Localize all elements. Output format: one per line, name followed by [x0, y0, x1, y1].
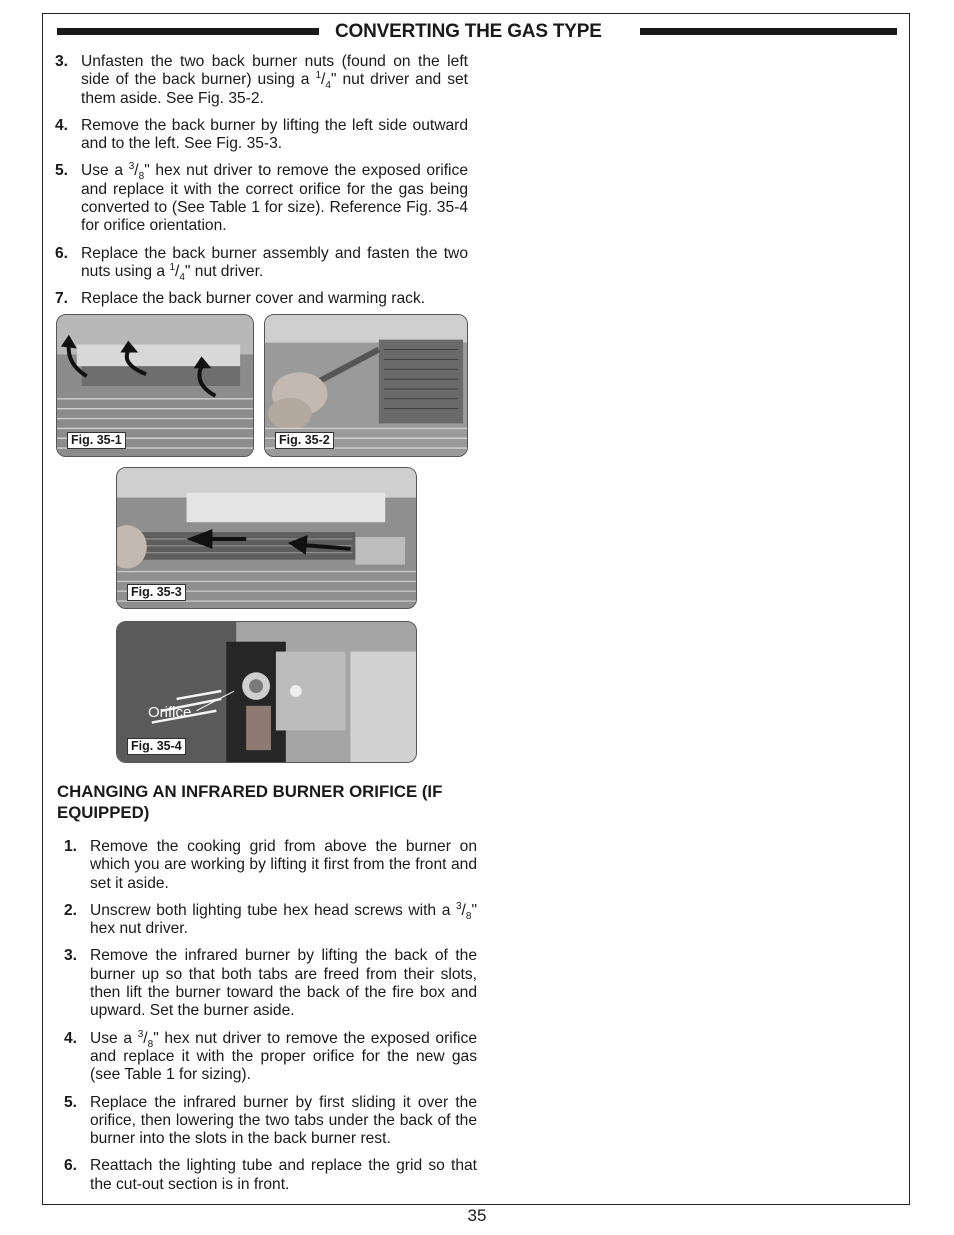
figure-35-3 [116, 467, 417, 609]
fraction-denominator: 8 [147, 1038, 154, 1050]
step-item [55, 117, 468, 154]
step-text: Replace the back burner assembly and fasten the two nuts using a [81, 244, 468, 280]
step-number: 6. [55, 244, 69, 262]
header-rule-right [640, 28, 897, 35]
steps-list-infrared [64, 838, 477, 1203]
step-text-cont: " nut driver. [184, 262, 264, 280]
step-item [55, 290, 468, 308]
step-item: 6. Replace the back burner assembly and fasten the two nuts using a $^1/_4$" nut driver. [55, 244, 468, 284]
step-text-cont: " hex nut driver. [90, 901, 477, 938]
steps-list-top [55, 53, 468, 318]
figure-35-4 [116, 621, 417, 763]
step-number: 4. [64, 1029, 78, 1047]
step-text: Use a [90, 1029, 138, 1047]
figure-35-4-caption: Fig. 35-4 [127, 738, 186, 755]
step-number: 6. [64, 1157, 78, 1175]
fraction-denominator: 4 [325, 80, 331, 92]
figure-35-1-caption: Fig. 35-1 [67, 432, 126, 449]
header-rule-left [57, 28, 319, 35]
step-number: 5. [64, 1093, 78, 1111]
step-text: Replace the infrared burner by first sliding it over the orifice, then lowering the two tabs under the back of the burner into the slots in the back burner rest. [90, 1093, 477, 1148]
fraction-numerator: 3 [137, 1028, 144, 1040]
step-text: Use a [81, 162, 129, 180]
section-title-infrared: CHANGING AN INFRARED BURNER ORIFICE (IF EQUIPPED) [57, 782, 443, 822]
step-item: 5. Use a $^3/_8$" hex nut driver to remove the exposed orifice and replace it with the correct orifice for the gas being converted to (See Table 1 for size). Reference Fig. 35-4 for orifice orientation. [55, 161, 468, 235]
step-number: 3. [55, 53, 69, 70]
step-text: Reattach the lighting tube and replace the grid so that the cut-out section is in front. [90, 1157, 477, 1193]
step-text-cont: " hex nut driver to remove the exposed orifice and replace it with the correct orifice for the gas being converted to (See Table 1 for size). Reference Fig. 35-4 for orifice orientation. [81, 162, 468, 235]
fraction-denominator: 4 [179, 272, 185, 284]
step-text: Unfasten the two back burner nuts (found on the left side of the back burner) using a [81, 53, 468, 89]
step-item: 4. Use a $^3/_8$" hex nut driver to remove the exposed orifice and replace it with the proper orifice for the new gas (see Table 1 for sizing). [64, 1028, 477, 1084]
figure-35-3-caption: Fig. 35-3 [127, 584, 186, 601]
page-number: 35 [467, 1206, 487, 1225]
figure-35-1 [56, 314, 254, 457]
figure-35-2-caption: Fig. 35-2 [275, 432, 334, 449]
step-number: 7. [55, 290, 69, 308]
orifice-callout-label: Orifice [148, 704, 192, 721]
fraction-denominator: 8 [465, 911, 472, 922]
step-text: Remove the back burner by lifting the left side outward and to the left. See Fig. 35-3. [81, 116, 468, 153]
step-number: 4. [55, 116, 69, 134]
step-text: Remove the cooking grid from above the burner on which you are working by lifting it first from the front and set it aside. [90, 838, 477, 892]
step-item [64, 1157, 477, 1194]
fraction-numerator: 1 [315, 70, 322, 82]
step-number: 2. [64, 901, 78, 919]
step-item [64, 1094, 477, 1149]
step-text: Replace the back burner cover and warming rack. [81, 290, 426, 308]
fraction-denominator: 8 [138, 171, 145, 183]
step-text: Remove the infrared burner by lifting the back of the burner up so that both tabs are freed from their slots, then lift the burner toward the back of the fire box and upward. Set the burner aside. [90, 947, 477, 1020]
step-item [64, 838, 477, 893]
step-item: 2. Unscrew both lighting tube hex head screws with a $^3/_8$" hex nut driver. [64, 900, 477, 938]
fraction-numerator: 3 [128, 161, 135, 173]
fraction-numerator: 1 [169, 261, 175, 273]
step-item [64, 947, 477, 1020]
step-text: Unscrew both lighting tube hex head screws with a [90, 901, 456, 919]
figure-35-2 [264, 314, 468, 457]
step-number: 1. [64, 838, 78, 855]
step-number: 3. [64, 947, 78, 965]
step-item: 3. Unfasten the two back burner nuts (found on the left side of the back burner) using a $^1/_4$" nut driver and set them aside. See Fig. 35-2. [55, 53, 468, 107]
step-text-cont: " hex nut driver to remove the exposed orifice and replace it with the proper orifice for the new gas (see Table 1 for sizing). [90, 1029, 477, 1084]
step-number: 5. [55, 162, 69, 180]
fraction-numerator: 3 [455, 900, 462, 912]
page-title: CONVERTING THE GAS TYPE [335, 21, 602, 42]
step-text-cont: " nut driver and set them aside. See Fig. 35-2. [81, 71, 468, 107]
